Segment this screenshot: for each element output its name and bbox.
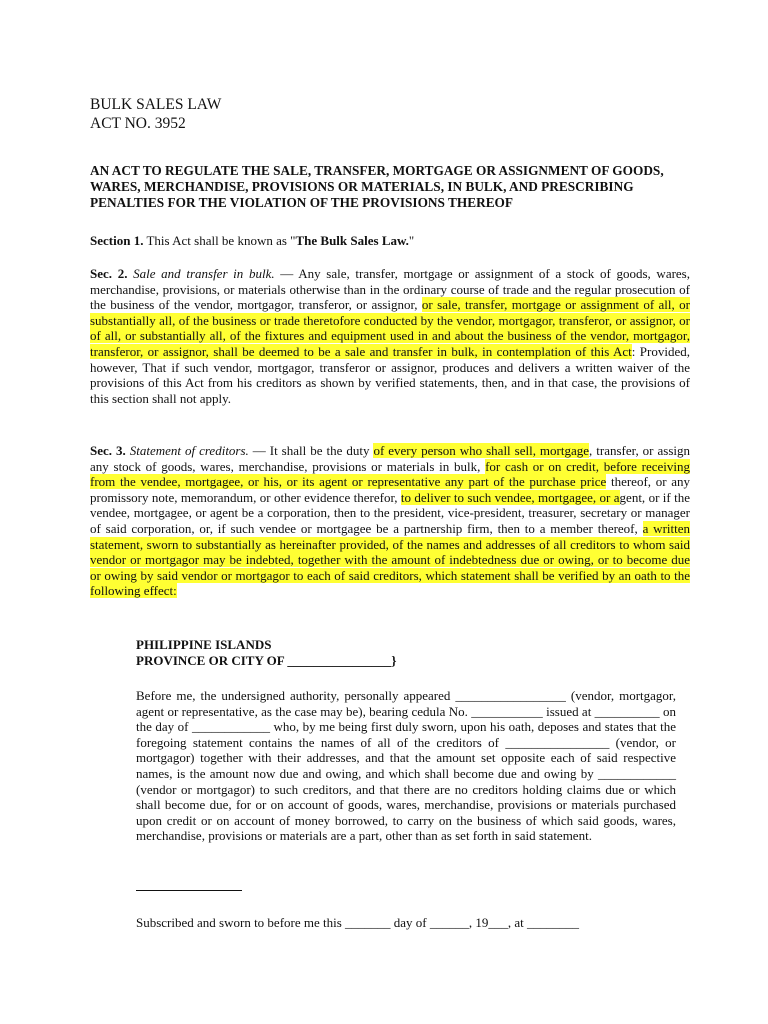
section-3 bbox=[90, 443, 690, 599]
section-3-highlight-c: to deliver to such vendee, mortgagee, or a bbox=[400, 489, 620, 505]
section-3-highlight-b: for cash or on credit, before receiving from the vendee, mortgagee, or his, or its agent or representative any part of the purchase price bbox=[90, 458, 690, 490]
section-3-text-b: , transfer, or assign any stock of goods, wares, merchandise, provisions or materials in bulk, bbox=[90, 443, 690, 474]
section-2-label: Sec. 2. bbox=[90, 266, 128, 281]
oath-form-jurisdiction: PHILIPPINE ISLANDS bbox=[136, 637, 272, 652]
section-3-text-c: thereof, or any promissory note, memorandum, or other evidence therefor, bbox=[90, 474, 690, 505]
signature-line bbox=[136, 890, 242, 891]
section-1-end: " bbox=[408, 233, 415, 248]
oath-form-header bbox=[136, 637, 676, 669]
section-3-heading: Statement of creditors. bbox=[125, 443, 249, 458]
section-3-highlight-a: of every person who shall sell, mortgage bbox=[373, 443, 590, 458]
section-3-text-d: gent, or if the vendee, mortgagee, or agent be a corporation, then to the president, vice-president, treasurer, secretary or manager of said corporation, or, if such vendee or mortgagee be a partnership firm, then to a member thereof, bbox=[90, 489, 690, 536]
section-1-label: Section 1. bbox=[90, 233, 144, 248]
section-2-highlight-a: or sale, transfer, mortgage or assignment of all, or substantially all, of the business or trade theretofore conducted by the vendor, mortgagor, transferor, or assignor, or of all, or substantially all, of the fixtures and equipment used in and about the business of the vendor, mortgagor, transferor, or assignor, shall be deemed to be a sale and transfer in bulk, in contemplation of this Act bbox=[90, 297, 690, 359]
section-3-label: Sec. 3. bbox=[90, 443, 126, 458]
section-1-text: This Act shall be known as " bbox=[143, 233, 296, 248]
oath-form-province: PROVINCE OR CITY OF ________________} bbox=[136, 653, 397, 668]
section-2 bbox=[90, 266, 690, 406]
document-header bbox=[90, 95, 690, 133]
act-number: ACT NO. 3952 bbox=[90, 115, 186, 132]
section-3-text-a: — It shall be the duty bbox=[248, 443, 374, 458]
section-2-text-b: : Provided, however, That if such vendor, mortgagor, transferor or assignor, produces and delivers a written waiver of the provisions of this Act from his creditors as shown by verified statements, then, and in that case, the provisions of this section shall not apply. bbox=[90, 343, 690, 406]
act-title: AN ACT TO REGULATE THE SALE, TRANSFER, MORTGAGE OR ASSIGNMENT OF GOODS, WARES, MERCHANDISE, PROVISIONS OR MATERIALS, IN BULK, AND PRESCRIBING PENALTIES FOR THE VIOLATION OF THE PROVISIONS THEREOF bbox=[90, 163, 664, 210]
subscribed-line: Subscribed and sworn to before me this _______ day of ______, 19___, at ________ bbox=[136, 915, 580, 930]
law-name: BULK SALES LAW bbox=[90, 96, 222, 113]
section-3-highlight-d: a written statement, sworn to substantially as hereinafter provided, of the names and addresses of all creditors to whom said vendor or mortgagor may be indebted, together with the amount of indebtedness due or owing, or to become due or owing by said vendor or mortgagor to each of said creditors, which statement shall be verified by an oath to the following effect: bbox=[90, 520, 691, 599]
section-2-text-a: — Any sale, transfer, mortgage or assignment of a stock of goods, wares, merchandise, provisions, or materials otherwise than in the ordinary course of trade and the regular prosecution of the business of the vendor, mortgagor, transferor, or assignor, bbox=[90, 266, 690, 313]
section-2-heading: Sale and transfer in bulk. bbox=[127, 266, 275, 281]
oath-form-body: Before me, the undersigned authority, personally appeared _________________ (vendor, mortgagor, agent or representative, as the case may be), bearing cedula No. ___________ issued at __________ on the day of ____________ who, by me being first duly sworn, upon his oath, deposes and states that the foregoing statement contains the names of all of the creditors of ________________ (vendor, or mortgagor) together with their addresses, and that the amount set opposite each of said respective names, is the amount now due and owing, and which shall become due and owing by ____________ (vendor or mortgagor) to such creditors, and that there are no creditors holding claims due or which shall become due, for or on account of goods, wares, merchandise, provisions or materials purchased upon credit or on account of money borrowed, to carry on the business of which said goods, wares, merchandise, provisions or materials are a part, other than as set forth in said statement. bbox=[136, 688, 676, 844]
section-1-short-title: The Bulk Sales Law. bbox=[295, 233, 409, 248]
section-1 bbox=[90, 233, 690, 249]
